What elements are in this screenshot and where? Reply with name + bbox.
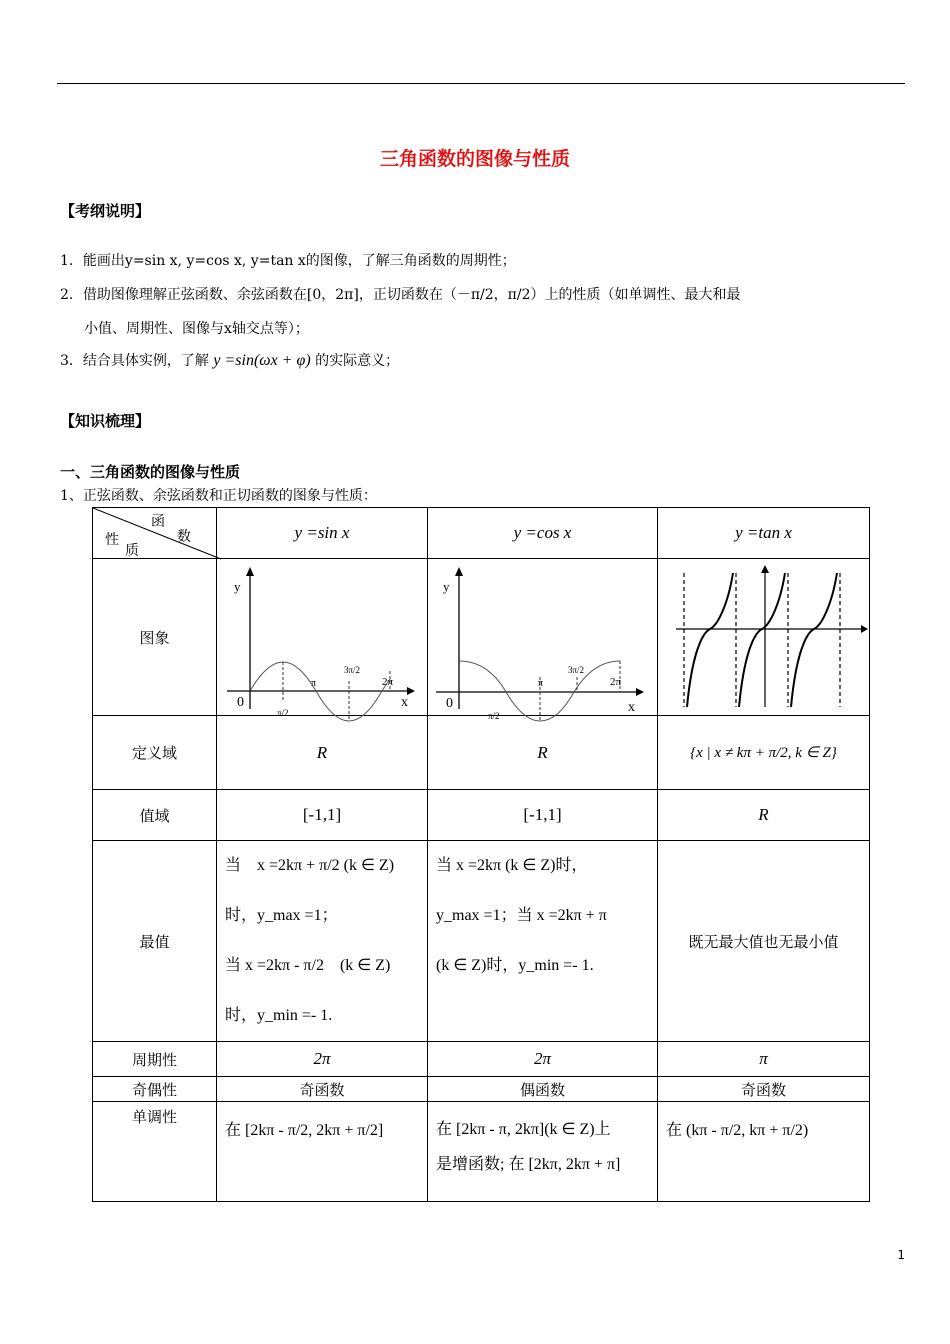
sin-extreme-line4: 时，y_min =- 1. (225, 1007, 333, 1024)
tan-graph-cell (658, 559, 870, 716)
corner-label-a: 函 (151, 514, 165, 530)
tan-mono-line: 在 (kπ - π/2, kπ + π/2) (666, 1122, 809, 1139)
col-cos: y =cos x (428, 508, 658, 559)
tan-range: R (658, 790, 870, 841)
tan-graph (658, 559, 869, 711)
row-mono-label: 单调性 (93, 1102, 217, 1202)
sin-origin-label: 0 (237, 695, 244, 710)
cos-extreme-line1: 当 x =2kπ (k ∈ Z)时， (436, 857, 588, 874)
tan-mono (658, 1102, 870, 1202)
row-extreme-label: 最值 (93, 841, 217, 1042)
sin-tick-half-pi: π/2 (277, 708, 289, 718)
outline-item-3: 3．结合具体实例，了解 y =sin(ωx + φ) 的实际意义； (60, 352, 400, 369)
cos-domain: R (428, 716, 658, 790)
tan-domain: {x | x ≠ kπ + π/2, k ∈ Z} (658, 716, 870, 790)
cos-tick-pi: π (538, 678, 544, 689)
row-graph-label: 图象 (93, 559, 217, 716)
sin-mono (217, 1102, 428, 1202)
row-parity-label: 奇偶性 (93, 1077, 217, 1102)
cos-tick-2pi: 2π (610, 676, 622, 688)
cos-period: 2π (428, 1042, 658, 1077)
corner-label-d: 质 (125, 543, 139, 559)
cos-origin-label: 0 (446, 696, 453, 711)
corner-label-b: 数 (177, 529, 191, 545)
page-title: 三角函数的图像与性质 (379, 148, 570, 170)
outline-item-1: 1．能画出y=sin x, y=cos x, y=tan x的图像，了解三角函数的周期性； (60, 253, 516, 269)
sin-domain: R (217, 716, 428, 790)
cos-extreme-line3: (k ∈ Z)时，y_min =- 1. (436, 957, 594, 974)
cos-y-label: y (443, 579, 450, 594)
col-sin: y =sin x (217, 508, 428, 559)
section-heading-outline: 【考纲说明】 (60, 202, 151, 220)
sin-graph (217, 559, 427, 718)
cos-tick-half-pi: π/2 (488, 711, 500, 721)
page-number: 1 (897, 1248, 905, 1262)
sin-tick-2pi: 2π (382, 676, 394, 688)
outline-item-2: 2．借助图像理解正弦函数、余弦函数在[0，2π]，正切函数在（－π/2，π/2）上的性质（如单调性、最大和最 (60, 287, 741, 303)
cos-graph (428, 559, 657, 721)
cos-mono (428, 1102, 658, 1202)
corner-label-c: 性 (105, 532, 119, 548)
header-rule (57, 83, 905, 84)
sin-mono-line: 在 [2kπ - π/2, 2kπ + π/2] (225, 1122, 384, 1139)
sin-tick-3half-pi: 3π/2 (344, 665, 361, 675)
properties-table (92, 507, 870, 1202)
table-intro: 1、正弦函数、余弦函数和正切函数的图象与性质： (60, 488, 377, 504)
row-period-label: 周期性 (93, 1042, 217, 1077)
row-range-label: 值域 (93, 790, 217, 841)
corner-cell (93, 508, 217, 559)
sin-period: 2π (217, 1042, 428, 1077)
cos-x-label: x (628, 700, 635, 715)
cos-parity: 偶函数 (428, 1077, 658, 1102)
sin-y-label: y (234, 579, 241, 594)
sin-range: [-1,1] (217, 790, 428, 841)
sin-parity: 奇函数 (217, 1077, 428, 1102)
tan-period: π (658, 1042, 870, 1077)
cos-range: [-1,1] (428, 790, 658, 841)
sin-extreme-line3: 当 x =2kπ - π/2 (k ∈ Z) (225, 957, 391, 974)
col-tan: y =tan x (658, 508, 870, 559)
tan-parity: 奇函数 (658, 1077, 870, 1102)
subsection-heading: 一、三角函数的图像与性质 (60, 463, 241, 481)
outline-item-2-cont: 小值、周期性、图像与x轴交点等）； (84, 321, 309, 337)
sin-tick-pi: π (311, 678, 317, 689)
tan-extreme: 既无最大值也无最小值 (658, 841, 870, 1042)
cos-graph-cell (428, 559, 658, 721)
sin-extreme-line2: 时，y_max =1； (225, 907, 338, 924)
cos-extreme (428, 841, 658, 1042)
row-domain-label: 定义域 (93, 716, 217, 790)
section-heading-knowledge: 【知识梳理】 (60, 412, 151, 430)
sin-extreme-line1: 当 x =2kπ + π/2 (k ∈ Z) (225, 857, 395, 874)
sin-x-label: x (401, 695, 408, 710)
cos-tick-3half-pi: 3π/2 (568, 665, 585, 675)
cos-mono-line1: 在 [2kπ - π, 2kπ](k ∈ Z)上 (436, 1121, 611, 1138)
cos-mono-line2: 是增函数; 在 [2kπ, 2kπ + π] (436, 1156, 621, 1173)
cos-extreme-line2: y_max =1；当 x =2kπ + π (436, 907, 607, 924)
sin-graph-cell (217, 559, 428, 716)
sin-extreme (217, 841, 428, 1042)
